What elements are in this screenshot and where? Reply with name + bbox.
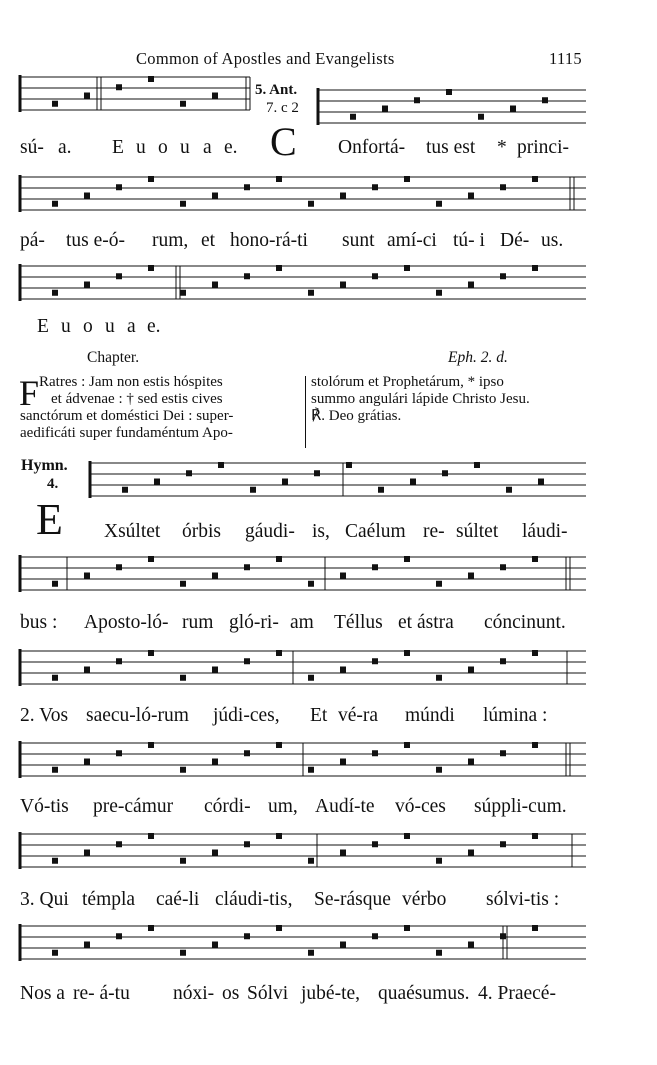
lyric: láudi- bbox=[522, 521, 568, 542]
page-number: 1115 bbox=[549, 49, 582, 68]
neume bbox=[404, 833, 410, 839]
neume bbox=[340, 193, 346, 199]
lyric: us. bbox=[541, 230, 564, 251]
lyric: súltet bbox=[456, 521, 499, 542]
neume bbox=[506, 487, 512, 493]
neume bbox=[116, 184, 122, 190]
hymn-mode: 4. bbox=[47, 476, 59, 492]
lyric: et ástra bbox=[398, 612, 454, 633]
lyric: o bbox=[158, 137, 168, 158]
neume bbox=[468, 850, 474, 856]
neume bbox=[250, 487, 256, 493]
neume bbox=[532, 265, 538, 271]
neume bbox=[148, 925, 154, 931]
chapter-heading: Chapter. bbox=[87, 349, 140, 366]
neume bbox=[180, 101, 186, 107]
neume bbox=[500, 273, 506, 279]
neume bbox=[116, 84, 122, 90]
neume bbox=[276, 833, 282, 839]
neume bbox=[122, 487, 128, 493]
neume bbox=[84, 282, 90, 288]
neume bbox=[154, 479, 160, 485]
lyric: vó-ces bbox=[395, 796, 446, 817]
chapter-line: ℟. Deo grátias. bbox=[311, 408, 402, 424]
lyric: Téllus bbox=[334, 612, 383, 633]
neume bbox=[308, 290, 314, 296]
neume bbox=[116, 658, 122, 664]
neume bbox=[116, 273, 122, 279]
neume bbox=[346, 462, 352, 468]
lyric: pá- bbox=[20, 230, 45, 251]
lyric: sú- bbox=[20, 137, 44, 158]
neume bbox=[52, 675, 58, 681]
chapter-col1 bbox=[20, 374, 302, 442]
lyric: Nos a bbox=[20, 983, 65, 1004]
lyric: u bbox=[61, 316, 71, 337]
neume bbox=[276, 925, 282, 931]
neume bbox=[436, 201, 442, 207]
antiphon-initial: C bbox=[270, 119, 297, 164]
lyric: 3. Qui bbox=[20, 889, 69, 910]
lyric: o bbox=[83, 316, 93, 337]
lyric: Aposto-ló- bbox=[84, 612, 169, 633]
lyric: pre-cámur bbox=[93, 796, 174, 817]
lyric: is, bbox=[312, 521, 330, 542]
lyric: jubé-te, bbox=[301, 983, 361, 1004]
lyric: e. bbox=[147, 316, 161, 337]
neume bbox=[212, 93, 218, 99]
chapter-line: stolórum et Prophetárum, * ipso bbox=[311, 374, 504, 390]
neume bbox=[372, 184, 378, 190]
lyric: sunt bbox=[342, 230, 375, 251]
neume bbox=[500, 564, 506, 570]
lyric: Xsúltet bbox=[104, 521, 161, 542]
lyric: Se-rásque bbox=[314, 889, 391, 910]
neume bbox=[52, 101, 58, 107]
neume bbox=[148, 76, 154, 82]
neume bbox=[372, 750, 378, 756]
lyric: u bbox=[105, 316, 115, 337]
neume bbox=[186, 470, 192, 476]
neume bbox=[116, 841, 122, 847]
lyric: vérbo bbox=[402, 889, 447, 910]
lyric: sólvi-tis : bbox=[486, 889, 560, 910]
lyric: tus est bbox=[426, 137, 476, 158]
neume bbox=[468, 193, 474, 199]
lyric: a. bbox=[58, 137, 72, 158]
neume bbox=[116, 750, 122, 756]
lyric: súppli-cum. bbox=[474, 796, 567, 817]
chapter-col2 bbox=[311, 374, 601, 425]
lyric: E bbox=[37, 316, 49, 337]
neume bbox=[404, 556, 410, 562]
neume bbox=[212, 193, 218, 199]
neume bbox=[410, 479, 416, 485]
lyric: cóncinunt. bbox=[484, 612, 566, 633]
neume bbox=[244, 564, 250, 570]
neume bbox=[148, 742, 154, 748]
neume bbox=[532, 925, 538, 931]
lyric: os bbox=[222, 983, 240, 1004]
chapter-line: et ádvenae : † sed estis cives bbox=[51, 391, 223, 407]
neume bbox=[116, 564, 122, 570]
lyric: Sólvi bbox=[247, 983, 289, 1004]
neume bbox=[382, 106, 388, 112]
neume bbox=[372, 273, 378, 279]
neume bbox=[52, 858, 58, 864]
neume bbox=[478, 114, 484, 120]
hymn-initial: E bbox=[36, 495, 63, 544]
neume bbox=[212, 282, 218, 288]
chapter-initial: F bbox=[19, 373, 40, 413]
lyric: E bbox=[112, 137, 127, 158]
neume bbox=[308, 581, 314, 587]
lyric: múndi bbox=[405, 705, 455, 726]
neume bbox=[500, 750, 506, 756]
lyric: júdi-ces, bbox=[213, 705, 280, 726]
neume bbox=[308, 858, 314, 864]
neume bbox=[52, 581, 58, 587]
lyric: saecu-ló-rum bbox=[86, 705, 189, 726]
neume bbox=[532, 650, 538, 656]
neume bbox=[404, 742, 410, 748]
neume bbox=[340, 759, 346, 765]
neume bbox=[52, 767, 58, 773]
neume bbox=[244, 750, 250, 756]
neume bbox=[84, 93, 90, 99]
neume bbox=[52, 201, 58, 207]
lyric: re- bbox=[423, 521, 445, 542]
neume bbox=[340, 942, 346, 948]
neume bbox=[340, 667, 346, 673]
lyric: u bbox=[180, 137, 190, 158]
neume bbox=[180, 858, 186, 864]
column-divider bbox=[305, 376, 306, 448]
neume bbox=[468, 573, 474, 579]
neume bbox=[244, 933, 250, 939]
neume bbox=[308, 201, 314, 207]
neume bbox=[180, 201, 186, 207]
running-header: Common of Apostles and Evangelists bbox=[136, 49, 395, 68]
neume bbox=[212, 850, 218, 856]
lyric: um, bbox=[268, 796, 298, 817]
lyric: nóxi- bbox=[173, 983, 215, 1004]
lyric: a bbox=[127, 316, 136, 337]
antiphon-number: 5. Ant. bbox=[255, 82, 298, 98]
lyric: Caélum bbox=[345, 521, 406, 542]
neume bbox=[446, 89, 452, 95]
neume bbox=[212, 942, 218, 948]
neume bbox=[538, 479, 544, 485]
neume bbox=[468, 667, 474, 673]
neume bbox=[52, 950, 58, 956]
neume bbox=[180, 581, 186, 587]
neume bbox=[84, 759, 90, 765]
neume bbox=[148, 650, 154, 656]
chapter-line: sanctórum et doméstici Dei : super- bbox=[20, 408, 234, 424]
lyric: u bbox=[136, 137, 146, 158]
neume bbox=[340, 282, 346, 288]
neume bbox=[436, 290, 442, 296]
chapter-reference: Eph. 2. d. bbox=[448, 349, 508, 366]
neume bbox=[436, 675, 442, 681]
neume bbox=[372, 658, 378, 664]
neume bbox=[180, 767, 186, 773]
neume bbox=[436, 581, 442, 587]
neume bbox=[500, 841, 506, 847]
lyric: bus : bbox=[20, 612, 58, 633]
neume bbox=[180, 290, 186, 296]
lyric: gáudi- bbox=[245, 521, 295, 542]
neume bbox=[468, 759, 474, 765]
neume bbox=[148, 833, 154, 839]
neume bbox=[436, 858, 442, 864]
neume bbox=[180, 675, 186, 681]
neume bbox=[308, 675, 314, 681]
neume bbox=[436, 767, 442, 773]
neume bbox=[244, 273, 250, 279]
neume bbox=[436, 950, 442, 956]
lyric: órbis bbox=[182, 521, 221, 542]
neume bbox=[404, 925, 410, 931]
neume bbox=[212, 573, 218, 579]
neume bbox=[500, 184, 506, 190]
lyric: córdi- bbox=[204, 796, 251, 817]
chapter-line: aedificáti super fundaméntum Apo- bbox=[20, 425, 233, 441]
neume bbox=[148, 556, 154, 562]
neume bbox=[84, 850, 90, 856]
chapter-line: Ratres : Jam non estis hóspites bbox=[39, 374, 223, 390]
neume bbox=[532, 556, 538, 562]
lyric: 4. Praecé- bbox=[478, 983, 556, 1004]
neume bbox=[218, 462, 224, 468]
lyric: Audí-te bbox=[315, 796, 375, 817]
neume bbox=[276, 176, 282, 182]
neume bbox=[180, 950, 186, 956]
neume bbox=[340, 573, 346, 579]
neume bbox=[212, 667, 218, 673]
neume bbox=[116, 933, 122, 939]
lyric: tus e-ó- bbox=[66, 230, 126, 251]
lyric: e. bbox=[224, 137, 238, 158]
neume bbox=[468, 942, 474, 948]
neume bbox=[244, 658, 250, 664]
lyric: amí-ci bbox=[387, 230, 437, 251]
lyric: et bbox=[201, 230, 216, 251]
lyric: tú- i bbox=[453, 230, 485, 251]
neume bbox=[276, 650, 282, 656]
neume bbox=[84, 942, 90, 948]
neume bbox=[404, 265, 410, 271]
lyric: Onfortá- bbox=[338, 137, 406, 158]
neume bbox=[84, 193, 90, 199]
lyric: rum bbox=[182, 612, 214, 633]
lyric: rum, bbox=[152, 230, 189, 251]
hymn-label: Hymn. bbox=[21, 457, 68, 474]
lyric: 2. Vos bbox=[20, 705, 69, 726]
neume bbox=[532, 176, 538, 182]
neume bbox=[404, 650, 410, 656]
neume bbox=[340, 850, 346, 856]
neume bbox=[282, 479, 288, 485]
lyric: re- á-tu bbox=[73, 983, 130, 1004]
neume bbox=[500, 658, 506, 664]
lyric: lúmina : bbox=[483, 705, 548, 726]
neume bbox=[276, 742, 282, 748]
neume bbox=[52, 290, 58, 296]
neume bbox=[468, 282, 474, 288]
neume bbox=[442, 470, 448, 476]
lyric: am bbox=[290, 612, 314, 633]
neume bbox=[404, 176, 410, 182]
neume bbox=[244, 841, 250, 847]
neume bbox=[372, 564, 378, 570]
lyric: Et bbox=[310, 705, 328, 726]
lyric: a bbox=[203, 137, 212, 158]
neume bbox=[532, 742, 538, 748]
lyric: témpla bbox=[82, 889, 136, 910]
neume bbox=[84, 573, 90, 579]
neume bbox=[212, 759, 218, 765]
neume bbox=[372, 841, 378, 847]
chapter-line: summo angulári lápide Christo Jesu. bbox=[311, 391, 530, 407]
lyric: Vó-tis bbox=[20, 796, 69, 817]
neume bbox=[308, 950, 314, 956]
neume bbox=[276, 265, 282, 271]
lyric: hono-rá-ti bbox=[230, 230, 308, 251]
neume bbox=[350, 114, 356, 120]
neume bbox=[474, 462, 480, 468]
lyric: quaésumus. bbox=[378, 983, 470, 1004]
neume bbox=[276, 556, 282, 562]
lyric: gló-ri- bbox=[229, 612, 279, 633]
neume bbox=[378, 487, 384, 493]
neume bbox=[510, 106, 516, 112]
lyric: cláudi-tis, bbox=[215, 889, 293, 910]
neume bbox=[314, 470, 320, 476]
antiphon-mode: 7. c 2 bbox=[266, 100, 299, 116]
neume bbox=[148, 176, 154, 182]
neume bbox=[148, 265, 154, 271]
neume bbox=[84, 667, 90, 673]
lyric: vé-ra bbox=[338, 705, 379, 726]
lyric: Dé- bbox=[500, 230, 530, 251]
neume bbox=[542, 97, 548, 103]
lyric: princi- bbox=[517, 137, 569, 158]
lyric: * bbox=[497, 137, 507, 158]
neume bbox=[532, 833, 538, 839]
lyric: caé-li bbox=[156, 889, 200, 910]
neume bbox=[308, 767, 314, 773]
neume bbox=[372, 933, 378, 939]
neume bbox=[244, 184, 250, 190]
neume bbox=[414, 97, 420, 103]
